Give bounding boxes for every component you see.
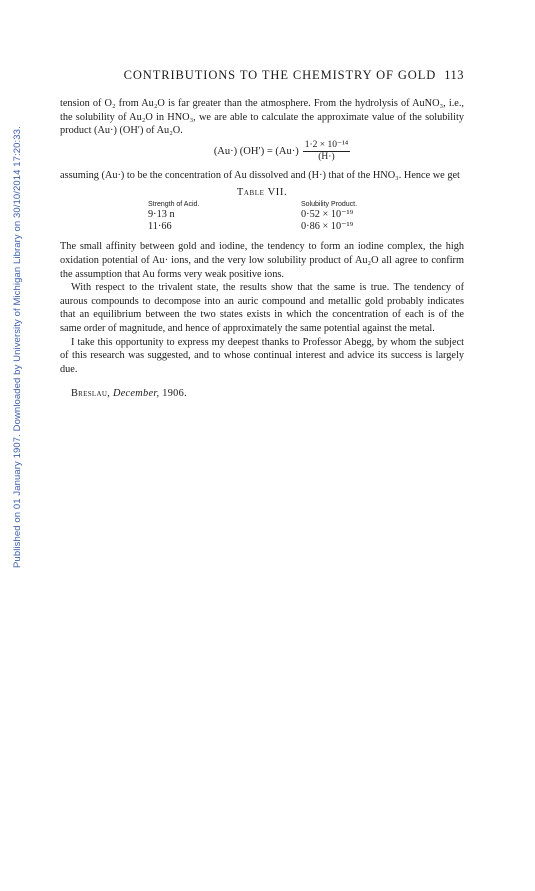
table-vii — [148, 201, 357, 232]
page-number: 113 — [444, 68, 464, 82]
signoff — [71, 388, 464, 399]
paragraph-4: With respect to the trivalent state, the results show that the same is true. The tendency of aurous compounds to decompose into an auric compound and metallic gold probably indicates that an equilibrium between the two states exists in which the concentration of each is of the same order of magnitude, and hence of approximately the same potential against the metal. — [60, 282, 464, 334]
signoff-place: Breslau, — [71, 388, 111, 400]
paragraph-5: I take this opportunity to express my deepest thanks to Professor Abegg, by whom the subject of this research was suggested, and to whose continual interest and advice its success is largely due. — [60, 336, 464, 375]
page-content — [60, 68, 464, 399]
table-cell-product: 0·52 × 10⁻¹⁹ — [301, 209, 354, 221]
table-header-acid: Strength of Acid. — [148, 201, 200, 209]
signoff-year: 1906. — [162, 388, 187, 400]
equation-fraction — [303, 140, 350, 163]
running-head-title: CONTRIBUTIONS TO THE CHEMISTRY OF GOLD — [123, 68, 437, 82]
table-cell-acid: 11·66 — [148, 220, 172, 232]
table-row — [148, 209, 357, 221]
table-header-row — [148, 201, 357, 209]
signoff-date: December, — [112, 388, 160, 400]
table-header-product: Solubility Product. — [301, 201, 358, 209]
download-watermark: Published on 01 January 1907. Downloaded by University of Michigan Library on 30/10/2014 17:20:33. — [12, 126, 23, 568]
equation-numerator: 1·2 × 10⁻¹⁴ — [304, 139, 349, 150]
paragraph-2: assuming (Au·) to be the concentration of Au dissolved and (H·) that of the HNO₃. Hence we get — [60, 169, 460, 181]
table-row — [148, 221, 357, 233]
table-label-number: VII. — [267, 187, 288, 199]
table-title — [60, 187, 464, 198]
equation-lhs: (Au·) (OH′) = (Au·) — [213, 145, 299, 157]
equation-denominator: (H·) — [318, 151, 335, 162]
paragraph-3: The small affinity between gold and iodine, the tendency to form an iodine complex, the high oxidation potential of Au· ions, and the very low solubility product of Au₂O all agree to confirm the assumption that Au forms very weak positive ions. — [60, 241, 464, 280]
table-cell-acid: 9·13 n — [148, 209, 175, 221]
solubility-equation — [100, 140, 464, 163]
table-label-word: Table — [236, 187, 265, 199]
table-cell-product: 0·86 × 10⁻¹⁹ — [301, 220, 354, 232]
paragraph-1: tension of O₂ from Au₂O is far greater than the atmosphere. From the hydrolysis of AuNO₃, i.e., the solubility of Au₂O in HNO₃, we are able to calculate the approximate value of the solubility product (Au·) (OH′) of Au₂O. — [60, 98, 464, 137]
running-head — [60, 68, 464, 83]
